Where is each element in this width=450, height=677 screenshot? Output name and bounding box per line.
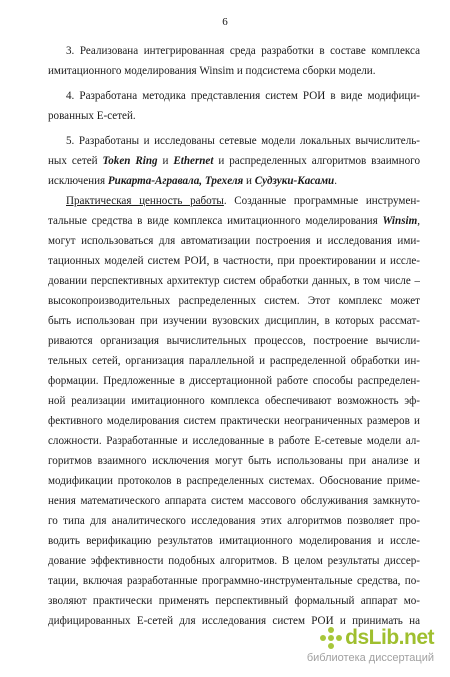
dslib-watermark[interactable] bbox=[302, 625, 434, 669]
text-line: нения математического аппарата систем массового обслуживания замкнуто- bbox=[48, 495, 420, 507]
text-line: модификации протоколов в распределенных системах. Обоснование приме- bbox=[48, 475, 420, 487]
term-winsim: Winsim bbox=[382, 215, 418, 227]
text-line: ной реализации имитационного комплекса обеспечивают возможность эф- bbox=[48, 395, 420, 407]
page-number: 6 bbox=[222, 16, 228, 28]
text-line: тации, включая разработанные программно-инструментальные средства, по- bbox=[48, 575, 420, 587]
section-heading: Практическая ценность работы bbox=[66, 195, 224, 207]
text-line: исключения Рикарта-Агравала, Трехеля и Судзуки-Касами. bbox=[48, 175, 337, 187]
watermark-subtitle: библиотека диссертаций bbox=[306, 652, 434, 664]
text-line: быть использован при изучении вузовских дисциплин, в которых рассмат- bbox=[48, 315, 420, 327]
text-line: довании перспективных архитектур систем обработки данных, в том числе – bbox=[48, 275, 420, 287]
text-line: риваются организация вычислительных процессов, построение вычисли- bbox=[48, 335, 420, 347]
text-line: имитационного моделирования Winsim и подсистема сборки модели. bbox=[48, 65, 376, 77]
watermark-brand: dsLib.net bbox=[345, 626, 434, 649]
dslib-logo-icon bbox=[320, 627, 342, 649]
text-line: горитмов взаимного исключения могут быть использованы при анализе и bbox=[48, 455, 420, 467]
text-line: могут использоваться для автоматизации построения и исследования ими- bbox=[48, 235, 420, 247]
text-line: Практическая ценность работы. Созданные программные инструмен- bbox=[66, 195, 420, 207]
text-line: ных сетей Token Ring и Ethernet и распределенных алгоритмов взаимного bbox=[48, 155, 420, 167]
text-line: 4. Разработана методика представления систем РОИ в виде модифици- bbox=[66, 90, 420, 102]
text-line: дование эффективности подобных алгоритмов. В целом результаты диссер- bbox=[48, 555, 420, 567]
text-line: 5. Разработаны и исследованы сетевые модели локальных вычислитель- bbox=[66, 135, 420, 147]
text-line: 3. Реализована интегрированная среда разработки в составе комплекса bbox=[66, 45, 420, 57]
text-line: формации. Предложенные в диссертационной работе способы распределен- bbox=[48, 375, 420, 387]
text-line: сложности. Разработанные и исследованные в работе Е-сетевые модели ал- bbox=[48, 435, 420, 447]
term-token-ring: Token Ring bbox=[102, 155, 158, 167]
body-text bbox=[48, 41, 420, 631]
text-line: рованных Е-сетей. bbox=[48, 110, 136, 122]
term-algorithms-a: Рикарта-Агравала, Трехеля bbox=[107, 175, 244, 187]
text-line: дифицированных Е-сетей для исследования систем РОИ и принимать на bbox=[48, 615, 420, 627]
text-line: водить верификацию результатов имитационного моделирования и иссле- bbox=[48, 535, 420, 547]
text-line: тельных сетей, организация параллельной и распределенной обработки ин- bbox=[48, 355, 420, 367]
text-line: тационных моделей систем РОИ, в частности, при проектировании и иссле- bbox=[48, 255, 420, 267]
text-line: тальные средства в виде комплекса имитационного моделирования Winsim, bbox=[48, 215, 420, 227]
text-line: зволяют практически применять перспективный формальный аппарат мо- bbox=[48, 595, 420, 607]
text-line: го типа для аналитического исследования этих алгоритмов позволяет про- bbox=[48, 515, 420, 527]
term-ethernet: Ethernet bbox=[173, 155, 214, 167]
text-line: высокопроизводительных распределенных систем. Этот комплекс может bbox=[48, 295, 420, 307]
text-line: фективного моделирования систем практически неограниченных размеров и bbox=[48, 415, 420, 427]
term-algorithms-b: Судзуки-Касами bbox=[254, 175, 335, 187]
